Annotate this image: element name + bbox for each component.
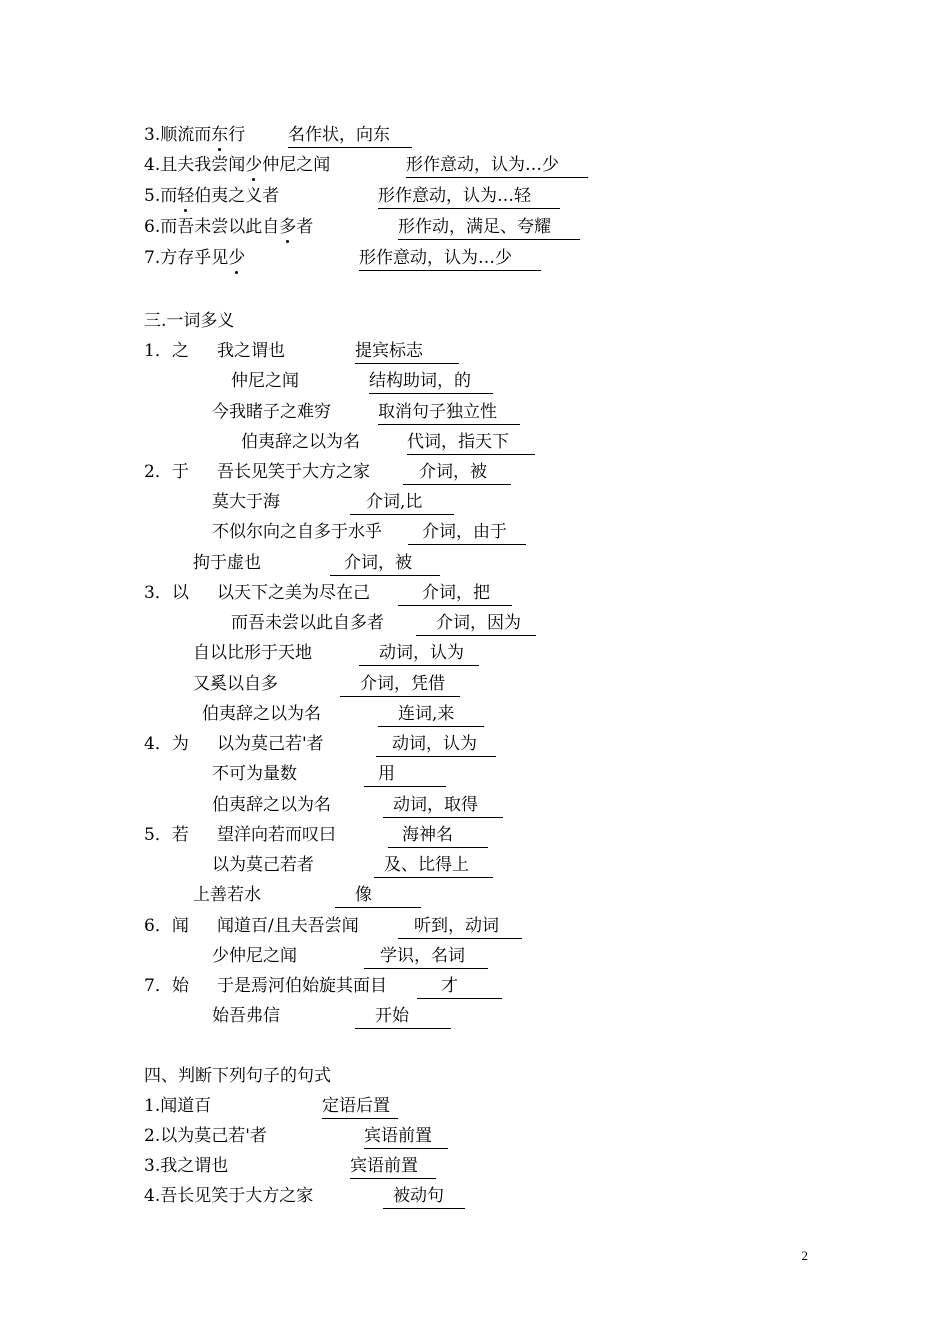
answer-blank: 动词，认为	[359, 642, 479, 666]
answer-blank: 才	[417, 975, 502, 999]
word-label: 6．闻	[144, 916, 189, 936]
example-sentence: 以天下之美为尽在己	[217, 583, 370, 603]
example-sentence: 仲尼之闻	[231, 371, 299, 391]
sentence-item: 4.吾长见笑于大方之家	[144, 1186, 314, 1206]
example-sentence: 以为莫己若'者	[217, 734, 324, 754]
word-label: 2．于	[144, 462, 189, 482]
word-label: 1．之	[144, 341, 189, 361]
example-sentence: 伯夷辞之以为名	[212, 795, 331, 815]
answer-blank: 名作状，向东	[288, 124, 412, 148]
section2-item-5: 5.而轻伯夷之义者	[144, 186, 280, 206]
answer-blank: 介词，把	[398, 582, 512, 606]
example-sentence: 自以比形于天地	[193, 643, 312, 663]
example-sentence: 望洋向若而叹曰	[217, 825, 336, 845]
answer-blank: 宾语前置	[364, 1125, 448, 1149]
answer-blank: 连词,来	[378, 703, 484, 727]
answer-blank: 动词，取得	[383, 794, 503, 818]
answer-blank: 像	[335, 884, 421, 908]
section3-heading: 三.一词多义	[144, 311, 235, 331]
answer-blank: 取消句子独立性	[378, 401, 520, 425]
example-sentence: 而吾未尝以此自多者	[231, 613, 384, 633]
answer-blank: 开始	[355, 1005, 451, 1029]
example-sentence: 伯夷辞之以为名	[202, 704, 321, 724]
section2-item-6: 6.而吾未尝以此自多者	[144, 217, 314, 237]
answer-blank: 介词,比	[350, 491, 454, 515]
sentence-item: 3.我之谓也	[144, 1156, 229, 1176]
example-sentence: 今我睹子之难穷	[212, 402, 331, 422]
sentence-item: 1.闻道百	[144, 1096, 212, 1116]
example-sentence: 少仲尼之闻	[212, 946, 297, 966]
answer-blank: 被动句	[383, 1185, 465, 1209]
section2-item-7: 7.方存乎见少	[144, 248, 246, 268]
answer-blank: 定语后置	[322, 1095, 398, 1119]
example-sentence: 于是焉河伯始旋其面目	[217, 976, 387, 996]
word-label: 5．若	[144, 825, 189, 845]
word-label: 4．为	[144, 734, 189, 754]
example-sentence: 莫大于海	[212, 492, 280, 512]
answer-blank: 结构助词，的	[369, 370, 493, 394]
example-sentence: 闻道百/且夫吾尝闻	[217, 916, 359, 936]
answer-blank: 学识，名词	[364, 945, 488, 969]
answer-blank: 听到，动词	[398, 915, 522, 939]
word-label: 3．以	[144, 583, 189, 603]
example-sentence: 始吾弗信	[212, 1006, 280, 1026]
example-sentence: 不可为量数	[212, 764, 297, 784]
answer-blank: 海神名	[388, 824, 488, 848]
answer-blank: 介词，由于	[408, 521, 526, 545]
word-label: 7．始	[144, 976, 189, 996]
example-sentence: 又奚以自多	[193, 674, 278, 694]
section2-item-3: 3.顺流而东行	[144, 125, 246, 145]
answer-blank: 形作意动，认为…少	[359, 247, 541, 271]
example-sentence: 伯夷辞之以为名	[241, 432, 360, 452]
answer-blank: 用	[364, 763, 446, 787]
answer-blank: 形作意动，认为…少	[406, 154, 588, 178]
answer-blank: 宾语前置	[350, 1155, 436, 1179]
sentence-item: 2.以为莫己若'者	[144, 1126, 267, 1146]
answer-blank: 介词，凭借	[340, 673, 460, 697]
answer-blank: 形作动，满足、夸耀	[398, 216, 580, 240]
answer-blank: 动词，认为	[376, 733, 496, 757]
answer-blank: 介词，被	[330, 552, 440, 576]
example-sentence: 我之谓也	[217, 341, 285, 361]
answer-blank: 提宾标志	[355, 340, 459, 364]
answer-blank: 及、比得上	[374, 854, 493, 878]
example-sentence: 以为莫己若者	[212, 855, 314, 875]
section2-item-4: 4.且夫我尝闻少仲尼之闻	[144, 155, 331, 175]
page-number: 2	[801, 1248, 808, 1263]
example-sentence: 拘于虚也	[193, 553, 261, 573]
example-sentence: 吾长见笑于大方之家	[217, 462, 370, 482]
answer-blank: 形作意动，认为…轻	[378, 185, 560, 209]
answer-blank: 代词，指天下	[407, 431, 535, 455]
answer-blank: 介词，因为	[416, 612, 536, 636]
example-sentence: 不似尔向之自多于水乎	[212, 522, 382, 542]
answer-blank: 介词，被	[403, 461, 511, 485]
section4-heading: 四、判断下列句子的句式	[144, 1066, 331, 1086]
example-sentence: 上善若水	[193, 885, 261, 905]
